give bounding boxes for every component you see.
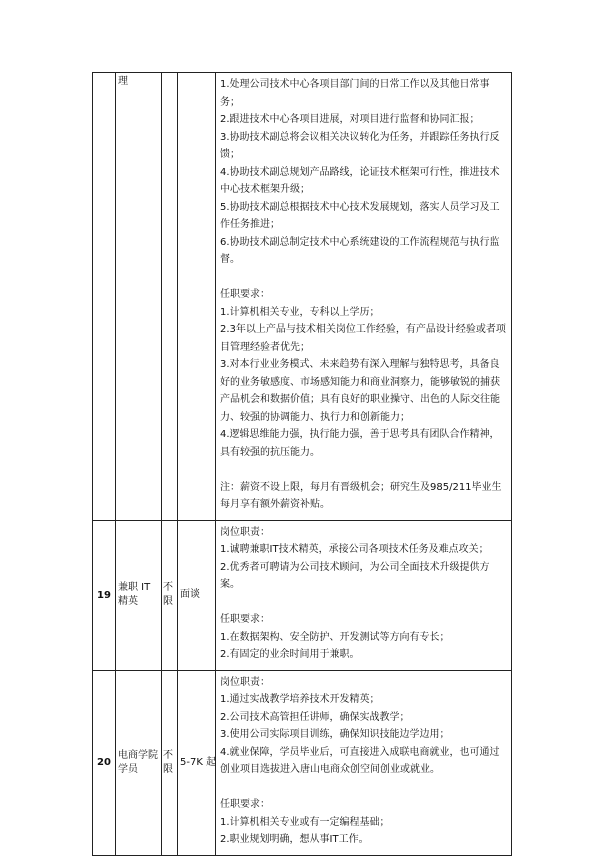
- headcount-cell: [162, 520, 178, 670]
- position-title-cell: [116, 670, 162, 855]
- salary: 5-7K 起: [180, 756, 217, 768]
- duty-item: 1.处理公司技术中心各项目部门间的日常工作以及其他日常事务；: [220, 79, 490, 108]
- row-number-cell: [93, 520, 116, 670]
- salary-cell: [178, 670, 216, 855]
- duty-item: 1.诚聘兼职IT技术精英，承接公司各项技术任务及难点攻关；: [220, 544, 489, 555]
- duty-item: 3.协助技术副总将会议相关决议转化为任务，并跟踪任务执行反馈；: [220, 131, 500, 160]
- salary: 面谈: [180, 589, 200, 600]
- position-title: 理: [118, 76, 128, 87]
- row-number: 19: [97, 589, 111, 601]
- description-cell: [216, 73, 512, 521]
- duty-item: 5.协助技术副总根据技术中心技术发展规划，落实人员学习及工作任务推进；: [220, 201, 500, 230]
- duties-heading: 岗位职责：: [220, 526, 270, 538]
- duty-item: 2.跟进技术中心各项目进展，对项目进行监督和协同汇报；: [220, 114, 480, 125]
- duty-item: 4.协助技术副总规划产品路线，论证技术框架可行性，推进技术中心技术框架升级；: [220, 166, 500, 195]
- duty-item: 4.就业保障，学员毕业后，可直接进入成联电商就业，也可通过创业项目选拔进入唐山电商众创空间创业或就业。: [220, 746, 500, 775]
- requirements-heading: 任职要求：: [220, 799, 270, 810]
- salary-cell: [178, 73, 216, 521]
- description-cell: [216, 670, 512, 855]
- duty-item: 3.使用公司实际项目训练，确保知识技能边学边用；: [220, 729, 450, 740]
- requirement-item: 1.在数据架构、安全防护、开发测试等方向有专长；: [220, 631, 450, 643]
- headcount-cell: [162, 670, 178, 855]
- salary-cell: [178, 520, 216, 670]
- requirement-item: 1.计算机相关专业或有一定编程基础；: [220, 816, 390, 828]
- table-row: [93, 670, 512, 855]
- headcount-cell: [162, 73, 178, 521]
- requirement-item: 2.职业规划明确，想从事IT工作。: [220, 834, 369, 845]
- requirements-heading: 任职要求：: [220, 614, 270, 625]
- description-cell: [216, 520, 512, 670]
- duties-heading: 岗位职责：: [220, 676, 270, 688]
- position-title-cell: [116, 520, 162, 670]
- headcount: 不限: [163, 582, 173, 607]
- duty-item: 2.优秀者可聘请为公司技术顾问，为公司全面技术升级提供方案。: [220, 561, 490, 590]
- requirement-item: 4.逻辑思维能力强，执行能力强，善于思考具有团队合作精神，具有较强的抗压能力。: [220, 429, 500, 458]
- requirement-item: 3.对本行业业务模式、未来趋势有深入理解与独特思考，具备良好的业务敏感度、市场感知能力和商业洞察力，能够敏锐的捕获产品机会和数据价值；具有良好的职业操守、出色的人际交往能力、较强的协调能力、执行力和创新能力；: [220, 359, 500, 423]
- duty-item: 1.通过实战教学培养技术开发精英；: [220, 694, 380, 705]
- row-number: 20: [97, 757, 111, 768]
- position-title-cell: [116, 73, 162, 521]
- row-number-cell: [93, 73, 116, 521]
- duty-item: 6.协助技术副总制定技术中心系统建设的工作流程规范与执行监督。: [220, 236, 500, 265]
- row-number-cell: [93, 670, 116, 855]
- job-table: [92, 72, 512, 856]
- requirement-item: 2.3年以上产品与技术相关岗位工作经验，有产品设计经验或者项目管理经验者优先；: [220, 324, 506, 353]
- requirement-item: 1.计算机相关专业，专科以上学历；: [220, 306, 380, 318]
- position-title: 兼职 IT 精英: [118, 582, 151, 607]
- table-row: [93, 73, 512, 521]
- position-title: 电商学院学员: [118, 749, 158, 775]
- duty-item: 2.公司技术高管担任讲师，确保实战教学；: [220, 711, 410, 723]
- requirements-heading: 任职要求：: [220, 289, 270, 300]
- salary-note: 注：薪资不设上限，每月有晋级机会；研究生及985/211毕业生每月享有额外薪资补贴。: [220, 481, 502, 510]
- headcount: 不限: [163, 749, 173, 775]
- requirement-item: 2.有固定的业余时间用于兼职。: [220, 649, 360, 660]
- table-row: [93, 520, 512, 670]
